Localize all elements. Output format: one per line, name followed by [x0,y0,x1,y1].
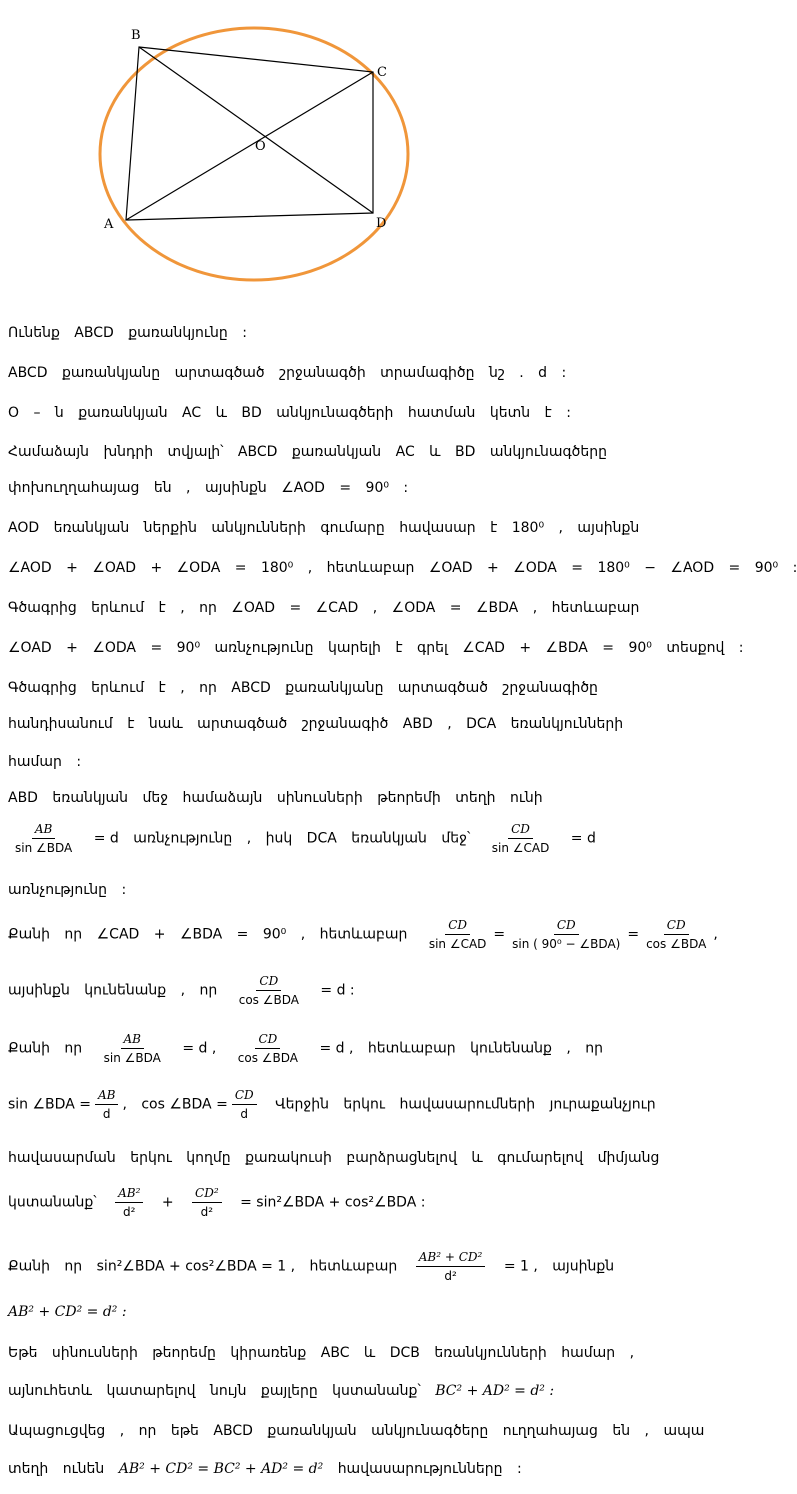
center-label-o: O [255,139,266,154]
formula-line: AB² + CD² = d² : [8,1304,127,1320]
formula-line: $\frac{AB}{\text{sin ∠BDA}}$ = d առնչությունը , իսկ DCA եռանկյան մեջ՝ $\frac{CD}{\text{sin ∠CAD}}$ = d [8,822,596,855]
fraction-cd-sin-90: $\frac{CD}{\text{sin ( 90⁰ − ∠BDA)}}$ [512,918,621,951]
formula-line: Քանի որ sin²∠BDA + cos²∠BDA = 1 , հետևաբար $\frac{\text{AB² + CD²}}{\text{d²}}$ = 1 , այսինքն [8,1250,615,1283]
fraction-cd-cos-bda: $\frac{CD}{\text{cos ∠BDA}}$ [238,974,299,1007]
fraction-cd-sin-cad: $\frac{CD}{\text{sin ∠CAD}}$ [428,918,487,951]
fraction-ab2-d2: $\frac{\text{AB²}}{\text{d²}}$ [115,1186,143,1219]
fraction-cd-cos-bda: $\frac{CD}{\text{cos ∠BDA}}$ [237,1032,298,1065]
vertex-label-b: B [131,28,141,43]
fraction-cd-cos-bda: $\frac{CD}{\text{cos ∠BDA}}$ [646,918,707,951]
formula-line: այսինքն կունենանք , որ $\frac{CD}{\text{cos ∠BDA}}$ = d : [8,974,355,1007]
formula-line: տեղի ունեն AB² + CD² = BC² + AD² = d² հավասարությունները : [8,1461,522,1477]
text-line: O – ն քառանկյան AC և BD անկյունագծերի հատման կետն է : [8,405,571,421]
text-line: Ունենք ABCD քառանկյունը : [8,325,247,341]
fraction-cd2-d2: $\frac{\text{CD²}}{\text{d²}}$ [192,1186,222,1219]
diagonal-ac [126,72,373,220]
text-line: համար : [8,754,82,770]
text-line: Համաձայն խնդրի տվյալի՝ ABCD քառանկյան AC և BD անկյունագծերը [8,444,608,460]
fraction-cd-d: $\frac{CD}{d}$ [232,1088,257,1121]
text-line: Գծագրից երևում է , որ ABCD քառանկյանը արտագծած շրջանագիծը [8,680,598,696]
fraction-cd-sin-cad: $\frac{CD}{\text{sin ∠CAD}}$ [491,822,550,855]
text-line: ABCD քառանկյանը արտագծած շրջանագծի տրամագիծը նշ . d : [8,365,567,381]
diagonal-bd [139,47,373,213]
vertex-label-d: D [376,216,387,231]
formula-line: կստանանք՝ $\frac{\text{AB²}}{\text{d²}}$ + $\frac{\text{CD²}}{\text{d²}}$ = sin²∠BDA + cos²∠BDA : [8,1186,426,1219]
fraction-ab-d: $\frac{AB}{d}$ [95,1088,118,1121]
formula-line: Քանի որ $\frac{AB}{\text{sin ∠BDA}}$ = d , $\frac{CD}{\text{cos ∠BDA}}$ = d , հետևաբար կունենանք , որ [8,1032,604,1065]
text-line: Գծագրից երևում է , որ ∠OAD = ∠CAD , ∠ODA = ∠BDA , հետևաբար [8,600,640,616]
text-line: փոխուղղահայաց են , այսինքն ∠AOD = 90⁰ : [8,480,409,496]
text-line: հանդիսանում է նաև արտագծած շրջանագիծ ABD , DCA եռանկյունների [8,716,624,732]
text-line: առնչությունը : [8,882,127,898]
quadrilateral-abcd [126,47,373,220]
formula-line: այնուհետև կատարելով նույն քայլերը կստանանք՝ BC² + AD² = d² : [8,1383,555,1399]
text-line: ∠OAD + ∠ODA = 90⁰ առնչությունը կարելի է գրել ∠CAD + ∠BDA = 90⁰ տեսքով : [8,640,744,656]
vertex-label-c: C [377,65,387,80]
text-line: ABD եռանկյան մեջ համաձայն սինուսների թեորեմի տեղի ունի [8,790,543,806]
circumscribed-circle [100,28,408,280]
fraction-ab-sin-bda: $\frac{AB}{\text{sin ∠BDA}}$ [103,1032,161,1065]
formula-line: sin ∠BDA = $\frac{AB}{d}$ , cos ∠BDA = $\frac{CD}{d}$ Վերջին երկու հավասարումների յուրաքանչյուր [8,1088,656,1121]
text-line: ∠AOD + ∠OAD + ∠ODA = 180⁰ , հետևաբար ∠OAD + ∠ODA = 180⁰ − ∠AOD = 90⁰ : [8,560,797,576]
text-line: Եթե սինուսների թեորեմը կիրառենք ABC և DCB եռանկյունների համար , [8,1345,635,1361]
text-line: հավասարման երկու կողմը քառակուսի բարձրացնելով և գումարելով միմյանց [8,1150,660,1166]
text-line: AOD եռանկյան ներքին անկյունների գումարը հավասար է 180⁰ , այսինքն [8,520,640,536]
formula-line: Քանի որ ∠CAD + ∠BDA = 90⁰ , հետևաբար $\frac{CD}{\text{sin ∠CAD}}$ = $\frac{CD}{\text{sin ( 90⁰ − ∠BDA)}}$ = $\frac{CD}{\text{cos ∠BDA}}$ , [8,918,718,951]
fraction-sum-squares: $\frac{\text{AB² + CD²}}{\text{d²}}$ [416,1250,486,1283]
text-line: Ապացուցվեց , որ եթե ABCD քառանկյան անկյունագծերը ուղղահայաց են , ապա [8,1423,705,1439]
geometry-figure [0,0,708,300]
fraction-ab-sin-bda: $\frac{AB}{\text{sin ∠BDA}}$ [15,822,73,855]
vertex-label-a: A [104,217,114,232]
